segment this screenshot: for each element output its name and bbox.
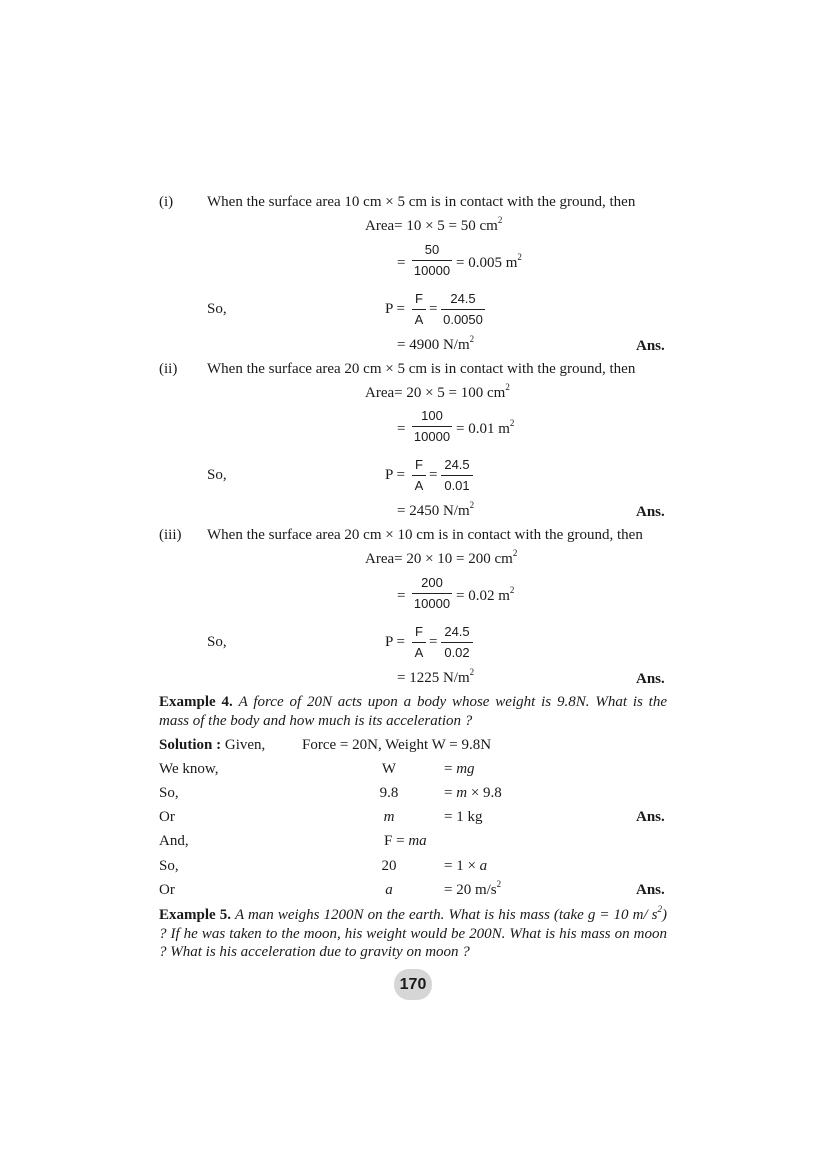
equals-sign: = (397, 421, 406, 437)
fraction-numerator: 50 (424, 242, 440, 257)
case-label: (ii) (159, 361, 178, 377)
conversion-fraction: 200 10000 (413, 575, 451, 611)
conversion-result: = 0.02 $m^2$ (456, 585, 515, 604)
case-intro: When the surface area 10 cm × 5 cm is in contact with the ground, then (207, 194, 636, 210)
step-quantity: 9.8 (379, 785, 399, 801)
step-result: = 1 × a (444, 858, 488, 874)
ans-label: Ans. (636, 809, 665, 825)
step-quantity: 20 (381, 858, 397, 874)
example-heading: Example 4. (159, 694, 233, 710)
step-result: = 20 $m/s^2$ (444, 879, 502, 898)
step-result: = mg (444, 761, 475, 777)
equals-sign: = (429, 301, 438, 317)
case-intro: When the surface area 20 cm × 10 cm is in contact with the ground, then (207, 527, 643, 543)
example-4-question (159, 693, 667, 730)
fraction-denominator: 10000 (413, 263, 451, 278)
pressure-prefix: P = (385, 634, 405, 650)
step-label: We know, (159, 761, 219, 777)
step-label: And, (159, 833, 189, 849)
ans-label: Ans. (636, 882, 665, 898)
step-label: So, (159, 785, 179, 801)
example-question: A man weighs 1200N on the earth. What is his mass (take g = 10 m/ $s^2$) ? If he was taken to the moon, his weight would be 200N. What is his mass on moon ? What is his acceleration due to gravity on moon ? (159, 904, 667, 960)
pressure-answer: = 1225 $N/m^2$ (397, 667, 475, 686)
example-question: A force of 20N acts upon a body whose weight is 9.8N. What is the mass of the body and how much is its acceleration ? (159, 694, 668, 729)
ans-label: Ans. (636, 338, 665, 354)
step-quantity: W (381, 761, 397, 777)
equals-sign: = (429, 634, 438, 650)
area-line: Area= 10 × 5 = 50 $cm^2$ (365, 215, 503, 234)
pressure-prefix: P = (385, 301, 405, 317)
area-line: Area= 20 × 10 = 200 $cm^2$ (365, 548, 518, 567)
step-label: Or (159, 809, 175, 825)
given-values: Force = 20N, Weight W = 9.8N (302, 737, 492, 753)
step-result: = 1 kg (444, 809, 483, 825)
so-label: So, (207, 467, 227, 483)
ans-label: Ans. (636, 671, 665, 687)
force-area-fraction: F A (412, 457, 426, 494)
pressure-answer: = 2450 $N/m^2$ (397, 500, 475, 519)
step-label: Or (159, 882, 175, 898)
equals-sign: = (397, 255, 406, 271)
conversion-result: = 0.005 $m^2$ (456, 252, 522, 271)
conversion-fraction (412, 242, 452, 279)
pressure-fraction: 24.5 0.01 (441, 457, 473, 494)
step-result: = m × 9.8 (444, 785, 502, 801)
pressure-answer: = 4900 $N/m^2$ (397, 334, 475, 353)
step-quantity: m (383, 809, 395, 825)
area-line: Area= 20 × 5 = 100 $cm^2$ (365, 382, 510, 401)
ans-label: Ans. (636, 504, 665, 520)
pressure-prefix: P = (385, 467, 405, 483)
case-intro: When the surface area 20 cm × 5 cm is in contact with the ground, then (207, 361, 636, 377)
equals-sign: = (429, 467, 438, 483)
solution-line: Solution : Given, (159, 737, 266, 753)
pressure-fraction: 24.5 0.02 (441, 624, 473, 661)
conversion-result: = 0.01 $m^2$ (456, 418, 515, 437)
step-label: So, (159, 858, 179, 874)
so-label: So, (207, 301, 227, 317)
so-label: So, (207, 634, 227, 650)
page-number: 170 (394, 969, 432, 1000)
case-label: (iii) (159, 527, 182, 543)
conversion-fraction: 100 10000 (413, 408, 451, 444)
step-equation: F = ma (384, 833, 427, 849)
force-area-fraction: F A (412, 624, 426, 661)
pressure-fraction: 24.5 0.0050 (441, 291, 485, 328)
equals-sign: = (397, 588, 406, 604)
example-5-question (159, 906, 667, 962)
force-area-fraction: F A (412, 291, 426, 328)
case-label: (i) (159, 194, 174, 210)
step-quantity: a (385, 882, 393, 898)
example-heading: Example 5. (159, 907, 231, 923)
